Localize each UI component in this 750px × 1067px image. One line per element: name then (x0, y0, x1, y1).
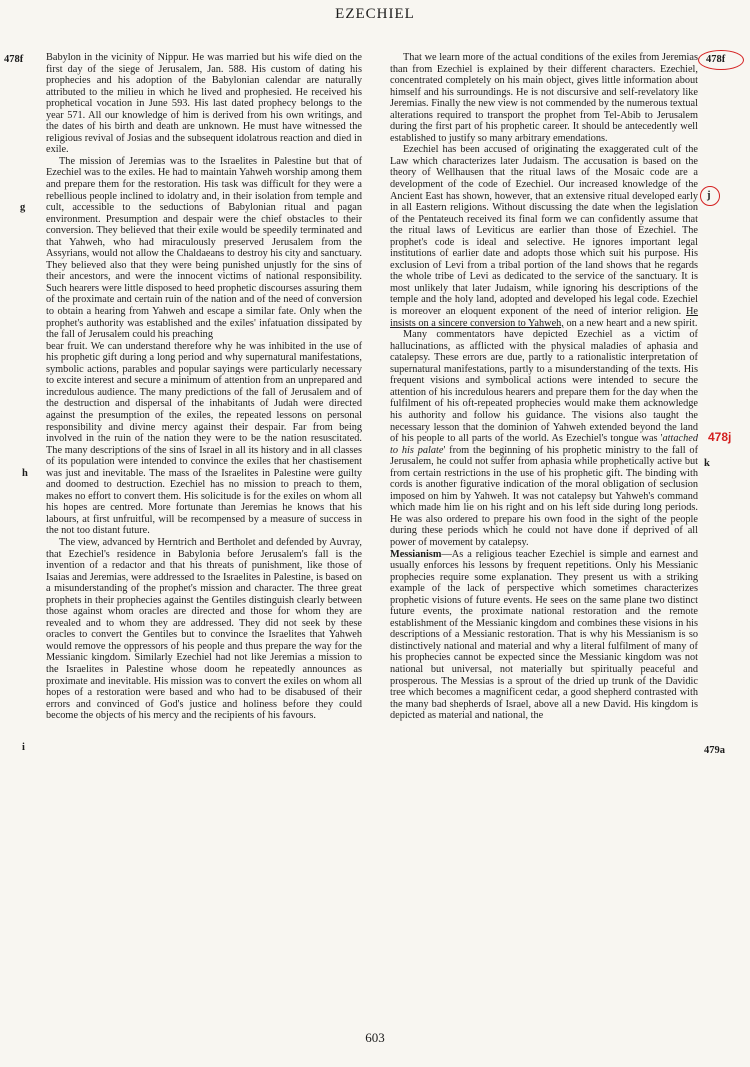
red-handwritten-mark: 478j (708, 430, 732, 444)
paragraph-text: Many commentators have depicted Ezechiel as a victim of hallucinations, as afflicted with the physical maladies of aphasia and catalepsy. These errors are due, partly to a rationalistic interpretation of supernatural manifestations, partly to a misunderstanding of the texts. His frequent visions and symbolical actions were intended to secure the attention of his incredulous hearers and prepare them for the day when the fulfilment of his oft-repeated prophecies would make them acknowledge his authority and follow his guidance. The visions also taught the necessary lesson that the dominion of Yahweh extended beyond the land of his people to all parts of the world. As Ezechiel's tongue was ' (390, 329, 698, 445)
section-mark-g: g (20, 202, 26, 213)
section-mark-j: j (707, 190, 711, 201)
page-title: EZECHIEL (335, 6, 415, 22)
handwritten-underline-text: He insists on a sincere conversion to Yahweh, (390, 306, 699, 329)
paragraph-text: Ezechiel has been accused of originating the exaggerated cult of the Law which characterizes later Judaism. The accusation is based on the theory of Wellhausen that the ritual laws of the Mosaic code are a development of the code of Ezechiel. Our increased knowledge of the Ancient East has shown, however, that an extensive ritual developed early in all Eastern religions. Without discussing the date when the legislation of the Pentateuch received its final form we can confidently assume that the ritual laws of Leviticus are earlier than those of Ezechiel. The prophet's code is ideal and selective. He ignores important legal institutions of earlier date and adopts those which suit his purpose. His exclusion of Levi from a tribal portion of the land shows that he regards the whole tribe of Levi as dedicated to the service of the sanctuary. It is most unlikely that later Judaism, while ignoring his descriptions of the temple and the holy land, adopted and developed his legal code. Ezechiel is moreover an eloquent exponent of the need of interior religion. (390, 144, 698, 318)
right-column (390, 30, 698, 722)
paragraph: The mission of Jeremias was to the Israelites in Palestine but that of Ezechiel was to the exiles. He had to maintain Yahweh worship among them and prepare them for the restoration. His task was difficult for they were a rebellious people inclined to idolatry and, in their isolation from temple and cult, accessible to the seductions of Babylonian ritual and pagan environment. Presumption and despair were the chief obstacles to their conversion. They believed that their exile would be speedily terminated and that Yahweh, who had miraculously preserved Jerusalem from the Assyrians, would not allow the Chaldaeans to destroy his city and sanctuary. They believed also that they were being punished unjustly for the sins of their ancestors, and were the innocent victims of national responsibility. Such hearers were little disposed to heed prophetic discourses assuring them of the proximate and certain ruin of the nation and of the need of conversion to obtain a hearing from Yahweh and escape a similar fate. Only when the prophet's authority was established and the exiles' infatuation dissipated by the fall of Jerusalem could his preaching (46, 155, 362, 341)
section-mark-478f: 478f (4, 54, 24, 65)
section-mark-k: k (704, 458, 710, 469)
left-column (46, 30, 362, 722)
paragraph-text: on a new heart and a new spirit. (566, 317, 698, 329)
italic-quote: attached to his palate (390, 433, 698, 456)
section-mark-i: i (22, 742, 25, 753)
paragraph (390, 144, 698, 329)
paragraph: That we learn more of the actual conditions of the exiles from Jeremias than from Ezechiel is explained by their different characters. Ezechiel, concentrated completely on his main object, gives little information about himself and his surroundings. He is not discursive and self-revelatory like Jeremias. Finally the new view is not commended by the numerous textual alterations required to transport the prophet from Tel-Abib to Jerusalem during the first part of his prophetic career. It should be antecedently well established to justify so many arbitrary emendations. (390, 52, 698, 144)
section-mark-478f-right: 478f (706, 54, 726, 65)
paragraph (390, 329, 698, 548)
paragraph: Babylon in the vicinity of Nippur. He was married but his wife died on the first day of the siege of Jerusalem, Jan. 588. His custom of dating his prophecies and his adoption of the Babylonian calendar are naturally attributed to the milieu in which he lived and prophesied. He received his prophetical vocation in June 593. His last dated prophecy belongs to the year 571. All our knowledge of him is derived from his own writings, and the dates of his birth and death are unknown. He must have witnessed the religious revival of Josias and the subsequent idolatrous reaction and died in exile. (46, 52, 362, 156)
paragraph (390, 549, 698, 722)
section-mark-h: h (22, 468, 28, 479)
paragraph: bear fruit. We can understand therefore why he was inhibited in the use of his prophetic gift during a long period and why supernatural manifestations, symbolic actions, parables and popular sayings were particularly necessary to excite interest and secure a minimum of attention from an unprepared and incredulous audience. The many predictions of the fall of Jerusalem and of the destruction and dispersal of the inhabitants of Judah were directed against the presumption of the exiles, the repeated lessons on personal responsibility and divine mercy against their despair. Far from being involved in the ruin of the nation they were to be the nation resuscitated. The many descriptions of the sins of Israel in all its history and in all classes of its population were intended to convince the exiles that her chastisement was just and inevitable. The mass of the Israelites in Palestine were guilty and doomed to destruction. Ezechiel has no mission to preach to them, makes no effort to convert them. His solicitude is for the exiles on whom all his hopes are centred. More fortunate than Jeremias he knows that his labours, at first unfruitful, will be recompensed by a measure of success in the not too distant future. (46, 340, 362, 537)
paragraph-text: ' from the beginning of his prophetic ministry to the fall of Jerusalem, he could not suffer from aphasia while prophetically active but from certain restrictions in the use of his prophetic gift. The binding with cords is another figurative indication of the moral obligation of seclusion imposed on him by Yahweh. It was not catalepsy but Yahweh's command which made him lie on his right and on his left side during long periods. He was also ordered to prepare his own food in the sight of the people during these periods which he could not have done if deprived of all power of movement by catalepsy. (390, 444, 699, 548)
section-heading: Messianism (390, 548, 442, 560)
page-number: 603 (365, 1030, 385, 1045)
paragraph: The view, advanced by Herntrich and Bertholet and defended by Auvray, that Ezechiel's residence in Babylonia before Jerusalem's fall is the invention of a redactor and that his threats of punishment, like those of Isaias and Jeremias, were addressed to the Israelites in Palestine, is based on a misunderstanding of the prophet's mission and character. The three great prophets in their prophecies against the Gentiles distinguish clearly between those against whom oracles are directed and those for whom they are revealed and to whom they are addressed. They did not seek by these oracles to convert the Gentiles but to convince the Israelites that Yahweh would remove the oppressors of his people and thus prepare the way for the Messianic kingdom. Similarly Ezechiel had not like Jeremias a mission to the Israelites in Palestine whose doom he repeatedly announces as proximate and inevitable. His mission was to convert the exiles on whom all hopes of a restoration were based and who had to be disabused of their errors and convinced of God's justice and holiness before they could become the objects of his mercy and the recipients of his favours. (46, 536, 362, 722)
section-mark-479a: 479a (704, 745, 725, 756)
paragraph-text: —As a religious teacher Ezechiel is simple and earnest and usually enforces his lessons by frequent repetitions. Only his Messianic prophecies require some explanation. They present us with a striking example of the lack of perspective which sometimes characterizes prophetic visions of future events. He sees on the same plane two distinct future events, the proximate national restoration and the remote establishment of the Messianic kingdom and combines these visions in his descriptions of a Messianic restoration. That is why his Messianism is so distinctively national and material and why a literal fulfilment of many of his prophecies cannot be expected since the Messianic kingdom was not national but universal, not materially but spiritually peaceful and prosperous. The Messias is a sprout of the dried up trunk of the Davidic tree which becomes a magnificent cedar, a good shepherd contrasted with the many bad shepherds of Israel, above all a new David. His kingdom is depicted as material and national, the (390, 548, 698, 722)
